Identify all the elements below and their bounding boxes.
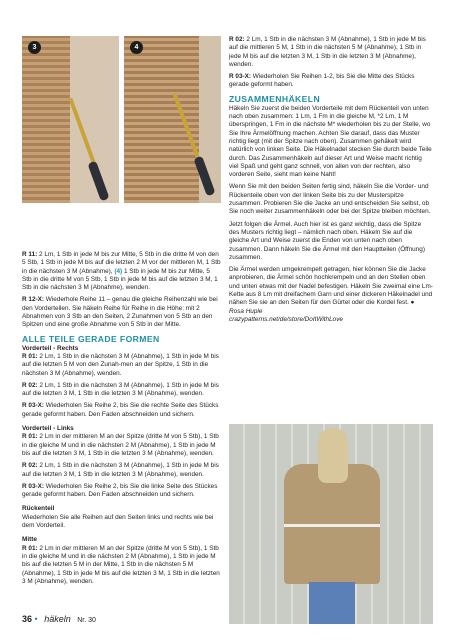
row-label: R 12-X:	[22, 296, 45, 304]
row-01	[22, 353, 221, 378]
left-column	[22, 251, 221, 590]
photo-reference: (4)	[114, 267, 123, 275]
model-photo	[229, 424, 433, 624]
row-text: Wiederhole Reihe 11 – genau die gleiche Reihenzahl wie bei den Vorderteilen. Sie häkeln Reihe für Reihe in die Höhe: mit 2 Abnahmen von 3 Stb an den Seiten, 2 Zunahmen von 5 Stb an den Spitzen und eine große Abnahme von 5 Stb in der Mitte.	[22, 296, 218, 329]
section-heading: ZUSAMMENHÄKELN	[229, 93, 321, 104]
row-text: 1 Stb in jede M bis zur Mitte, 5 Stb in die dritte M von 5 Stb, 1 Stb in jede M bis auf die letzten 3 M, 1 Stb in die nächsten 3 M (Abnahme), wenden.	[22, 267, 218, 292]
row-12x	[22, 296, 221, 329]
row-text: 2 Lm in der mittleren M an der Spitze (dritte M von 5 Stb), 1 Stb in die gleiche M und in die nächsten 2 M (Abnahme), 1 Stb in jede M bis auf die letzten 3 M, 1 Stb in die letzten 3 M (Abnahme), wenden.	[22, 433, 219, 457]
section-heading: ALLE TEILE GERADE FORMEN	[22, 333, 160, 344]
subsection-title: Rückenteil	[22, 505, 55, 513]
subsection-title: Mitte	[22, 536, 37, 544]
step-4-photo	[124, 36, 221, 203]
row-label: R 01:	[22, 352, 38, 360]
magazine-name: häkeln	[44, 614, 71, 624]
row-label: R 01:	[22, 544, 38, 552]
row-text: 2 Lm, 1 Stb in die nächsten 3 M (Abnahme), 1 Stb in jede M bis auf die mittleren 5 M, 1 Stb in die nächsten 5 M (Abnahme), 1 Stb in jede M bis auf die letzten 3 M, 1 Stb in die letzten 3 M (Abnahme), wenden.	[229, 36, 426, 68]
jeans	[309, 582, 355, 624]
row-label: R 01:	[22, 433, 38, 441]
row-02	[22, 382, 221, 399]
row-02	[22, 462, 221, 479]
row-03x	[22, 402, 221, 419]
row-text: 2 Lm, 1 Stb in die nächsten 3 M (Abnahme), 1 Stb in jede M bis auf die letzten 3 M, 1 Stb in die letzten 3 M (Abnahme), wenden.	[22, 462, 219, 478]
pattern-link[interactable]: crazypatterns.net/de/store/DoItWithLove	[229, 315, 343, 323]
row-label: R 03-X:	[229, 73, 252, 81]
step-badge: 4	[130, 41, 143, 54]
row-11	[22, 251, 221, 292]
row-label: R 03-X:	[22, 482, 45, 490]
row-label: R 11:	[22, 251, 38, 258]
row-label: R 02:	[22, 462, 38, 470]
row-label: R 02:	[22, 381, 38, 389]
row-text: Wiederholen Sie Reihen 1-2, bis Sie die Mitte des Stücks gerade geformt haben.	[229, 73, 415, 89]
step-badge: 3	[28, 41, 41, 54]
body-paragraph: Wenn Sie mit den beiden Seiten fertig sind, häkeln Sie die Vorder- und Rückenteile oben von der linken Seite bis zu der Musterspitze zusammen. Probieren Sie die Jacke an und entscheiden Sie selbst, ob Sie noch weiter zusammenhäkeln oder bei der Spitze bleiben möchten.	[229, 183, 431, 216]
row-01	[22, 545, 221, 586]
row-text: 2 Lm in der mittleren M an der Spitze (dritte M von 5 Stb), 1 Stb in die gleiche M und in die nächsten 2 M (Abnahme), 1 Stb in jede M bis auf die letzten 5 M in der Mitte, 1 Stb in die nächsten 5 M (Abnahme), 1 Stb in jede M bis auf die letzten 3 M, 1 Stb in die letzten 3 M (Abnahme), wenden.	[22, 544, 220, 585]
row-text: 2 Lm, 1 Stb in die nächsten 3 M (Abnahme), 1 Stb in jede M bis auf die letzten 3 M, 1 Stb in die letzten 3 M (Abnahme), wenden.	[22, 381, 219, 398]
row-03x	[229, 73, 433, 90]
hair	[318, 428, 348, 483]
body-paragraph: Die Ärmel werden umgekrempelt getragen, hier können Sie die Jacke anprobieren, die Ärmel schön hochkrempeln und an den Stellen oben und unten etwas mit der Nadel befestigen. Häkeln Sie zweimal eine Lm-Kette aus 8 Lm mit dreifachem Garn und einer dickeren Häkelnadel und nähen Sie sie an den Seiten für den Gürtel oder die Kordel fest. ●	[229, 266, 433, 307]
body-paragraph: Jetzt folgen die Ärmel. Auch hier ist es ganz wichtig, dass die Spitze des Musters richtig liegt – nämlich nach oben. Häkeln Sie auf die gleiche Art und Weise zuerst die Enden von unten nach oben zusammen. Dann häkeln Sie die Ärmel mit den Hauptteilen (Öffnung) zusammen.	[229, 220, 425, 261]
body-paragraph: Häkeln Sie zuerst die beiden Vorderteile mit dem Rückenteil von unten nach oben zusammen: 1 Lm, 1 Fm in die gleiche M, *2 Lm, 1 M überspringen, 1 Fm in die nächste M* wiederholen bis zu der Stelle, wo Sie Ihre Ärmelöffnung machen. Achten Sie darauf, dass das Muster richtig liegt (mit der Spitze nach oben). Zusammen gehäkelt wird natürlich von linken Seite. Die Häkelnadel stecken Sie durch beide Teile durch. Das Zusammenhäkeln auf dieser Art und Weise macht richtig viel Spaß und geht ganz schnell, von allen von der rechten, also vorderen Seite, sieht man keine Naht!	[229, 104, 432, 179]
right-column	[229, 36, 433, 324]
page-number: 36	[22, 614, 33, 624]
subsection-title: Vorderteil - Links	[22, 425, 74, 433]
row-03x	[22, 483, 221, 500]
issue-number: Nr. 30	[77, 617, 96, 624]
page-footer: 36 • häkeln Nr. 30	[22, 614, 96, 624]
body-text: Wiederholen Sie alle Reihen auf den Seiten links und rechts wie bei dem Vorderteil.	[22, 513, 214, 530]
row-text: 2 Lm, 1 Stb in jede M bis zur Mitte, 5 Stb in die dritte M von den 5 Stb, 1 Stb in jede M bis auf die letzten 2 M vor der mittleren M, 1 Stb in die nächsten 3 M (Abnahme),	[22, 251, 221, 275]
subsection-title: Vorderteil - Rechts	[22, 344, 79, 352]
step-3-photo	[22, 36, 119, 203]
author-signature: Rosa Huple	[229, 307, 263, 315]
row-text: Wiederholen Sie Reihe 2, bis Sie die rechte Seite des Stücks gerade geformt haben. Den Faden abschneiden und sichern.	[22, 402, 219, 418]
belt	[284, 524, 380, 527]
row-label: R 02:	[229, 36, 245, 43]
row-02	[229, 36, 433, 69]
row-label: R 03-X:	[22, 402, 45, 410]
row-text: 2 Lm, 1 Stb in die nächsten 3 M (Abnahme), 1 Stb in jede M bis auf die letzten 5 M von den Zunah-men an der Spitze, 1 Stb in die nächsten 3 M (Abnahme), wenden.	[22, 352, 219, 377]
row-text: Wiederholen Sie Reihe 2, bis Sie die linke Seite des Stückes gerade geformt haben. Den Faden abschneiden und sichern.	[22, 482, 218, 499]
row-01	[22, 433, 221, 458]
